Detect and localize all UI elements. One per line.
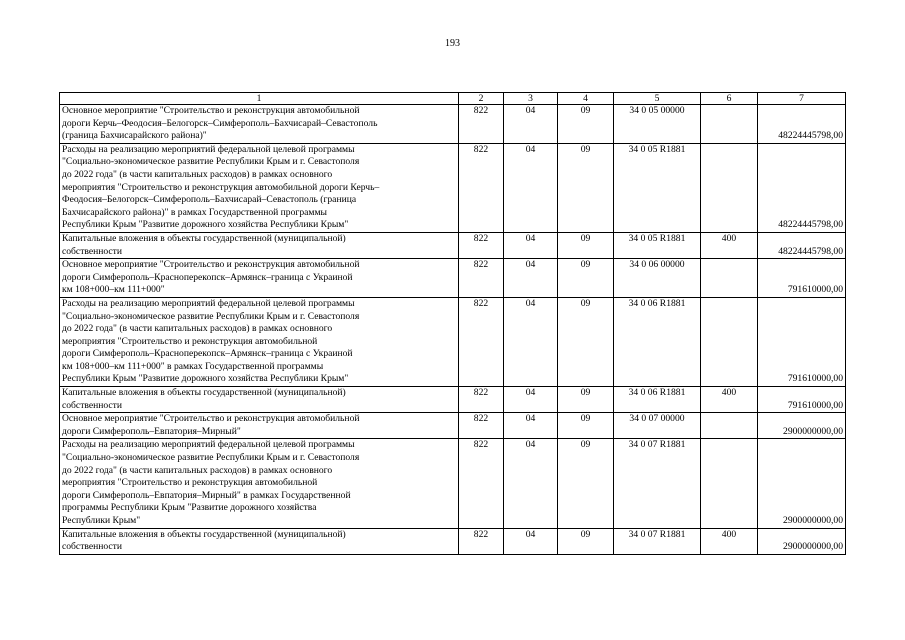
row-expense-type — [701, 143, 758, 232]
table-row — [60, 105, 846, 144]
row-section-code: 04 — [504, 143, 558, 232]
table-body — [60, 105, 846, 555]
row-target-article: 34 0 05 R1881 — [614, 232, 701, 258]
row-section-code: 04 — [504, 297, 558, 386]
row-section-code: 04 — [504, 105, 558, 144]
row-amount: 48224445798,00 — [758, 105, 846, 144]
row-amount: 48224445798,00 — [758, 143, 846, 232]
row-subsection-code: 09 — [558, 439, 614, 528]
row-target-article: 34 0 07 R1881 — [614, 439, 701, 528]
table-row — [60, 232, 846, 258]
row-subsection-code: 09 — [558, 413, 614, 439]
table-row — [60, 439, 846, 528]
row-target-article: 34 0 07 00000 — [614, 413, 701, 439]
row-name: Капитальные вложения в объекты государственной (муниципальной) собственности — [60, 232, 459, 258]
header-col-6: 6 — [701, 93, 758, 105]
row-name: Расходы на реализацию мероприятий федеральной целевой программы "Социально-экономическое развитие Республики Крым и г. Севастополя до 2022 года" (в части капитальных расходов) в рамках основного мероприятия "Строительство и реконструкция автомобильной дороги Керчь– Феодосия–Белогорск–Симферополь–Бахчисарай–Севастополь (граница Бахчисарайского района)" в рамках Государственной программы Республики Крым "Развитие дорожного хозяйства Республики Крым" — [60, 143, 459, 232]
row-amount: 2900000000,00 — [758, 528, 846, 554]
table-row — [60, 143, 846, 232]
row-amount: 48224445798,00 — [758, 232, 846, 258]
table-row — [60, 413, 846, 439]
table-row — [60, 259, 846, 298]
row-name: Основное мероприятие "Строительство и реконструкция автомобильной дороги Симферополь–Красноперекопск–Армянск–граница с Украиной км 108+000–км 111+000" — [60, 259, 459, 298]
row-expense-type — [701, 413, 758, 439]
row-name: Расходы на реализацию мероприятий федеральной целевой программы "Социально-экономическое развитие Республики Крым и г. Севастополя до 2022 года" (в части капитальных расходов) в рамках основного мероприятия "Строительство и реконструкция автомобильной дороги Симферополь–Евпатория–Мирный" в рамках Государственной программы Республики Крым "Развитие дорожного хозяйства Республики Крым" — [60, 439, 459, 528]
row-expense-type — [701, 105, 758, 144]
row-name: Расходы на реализацию мероприятий федеральной целевой программы "Социально-экономическое развитие Республики Крым и г. Севастополя до 2022 года" (в части капитальных расходов) в рамках основного мероприятия "Строительство и реконструкция автомобильной дороги Симферополь–Красноперекопск–Армянск–граница с Украиной км 108+000–км 111+000" в рамках Государственной программы Республики Крым "Развитие дорожного хозяйства Республики Крым" — [60, 297, 459, 386]
header-col-5: 5 — [614, 93, 701, 105]
row-section-code: 04 — [504, 232, 558, 258]
table-row — [60, 528, 846, 554]
row-ministry-code: 822 — [459, 387, 504, 413]
row-subsection-code: 09 — [558, 297, 614, 386]
row-name: Капитальные вложения в объекты государственной (муниципальной) собственности — [60, 387, 459, 413]
table-header-row — [60, 93, 846, 105]
row-expense-type — [701, 259, 758, 298]
row-target-article: 34 0 07 R1881 — [614, 528, 701, 554]
row-name: Основное мероприятие "Строительство и реконструкция автомобильной дороги Симферополь–Евпатория–Мирный" — [60, 413, 459, 439]
row-subsection-code: 09 — [558, 105, 614, 144]
budget-table — [59, 92, 846, 555]
row-subsection-code: 09 — [558, 232, 614, 258]
row-subsection-code: 09 — [558, 143, 614, 232]
header-col-3: 3 — [504, 93, 558, 105]
row-expense-type: 400 — [701, 232, 758, 258]
row-target-article: 34 0 06 00000 — [614, 259, 701, 298]
row-expense-type — [701, 297, 758, 386]
row-expense-type: 400 — [701, 387, 758, 413]
row-subsection-code: 09 — [558, 387, 614, 413]
row-ministry-code: 822 — [459, 143, 504, 232]
table-row — [60, 297, 846, 386]
row-ministry-code: 822 — [459, 413, 504, 439]
row-amount: 791610000,00 — [758, 259, 846, 298]
row-ministry-code: 822 — [459, 105, 504, 144]
row-ministry-code: 822 — [459, 439, 504, 528]
row-expense-type: 400 — [701, 528, 758, 554]
row-subsection-code: 09 — [558, 259, 614, 298]
row-target-article: 34 0 05 00000 — [614, 105, 701, 144]
row-subsection-code: 09 — [558, 528, 614, 554]
row-ministry-code: 822 — [459, 528, 504, 554]
row-target-article: 34 0 06 R1881 — [614, 297, 701, 386]
header-col-4: 4 — [558, 93, 614, 105]
row-name: Основное мероприятие "Строительство и реконструкция автомобильной дороги Керчь–Феодосия–Белогорск–Симферополь–Бахчисарай–Севастополь (граница Бахчисарайского района)" — [60, 105, 459, 144]
table-row — [60, 387, 846, 413]
row-target-article: 34 0 05 R1881 — [614, 143, 701, 232]
row-amount: 791610000,00 — [758, 297, 846, 386]
header-col-2: 2 — [459, 93, 504, 105]
row-amount: 2900000000,00 — [758, 413, 846, 439]
row-expense-type — [701, 439, 758, 528]
row-ministry-code: 822 — [459, 297, 504, 386]
row-ministry-code: 822 — [459, 259, 504, 298]
row-amount: 2900000000,00 — [758, 439, 846, 528]
page-number: 193 — [445, 38, 460, 49]
row-ministry-code: 822 — [459, 232, 504, 258]
row-target-article: 34 0 06 R1881 — [614, 387, 701, 413]
row-section-code: 04 — [504, 439, 558, 528]
row-section-code: 04 — [504, 387, 558, 413]
row-amount: 791610000,00 — [758, 387, 846, 413]
header-col-1: 1 — [60, 93, 459, 105]
row-section-code: 04 — [504, 413, 558, 439]
row-name: Капитальные вложения в объекты государственной (муниципальной) собственности — [60, 528, 459, 554]
header-col-7: 7 — [758, 93, 846, 105]
row-section-code: 04 — [504, 528, 558, 554]
row-section-code: 04 — [504, 259, 558, 298]
